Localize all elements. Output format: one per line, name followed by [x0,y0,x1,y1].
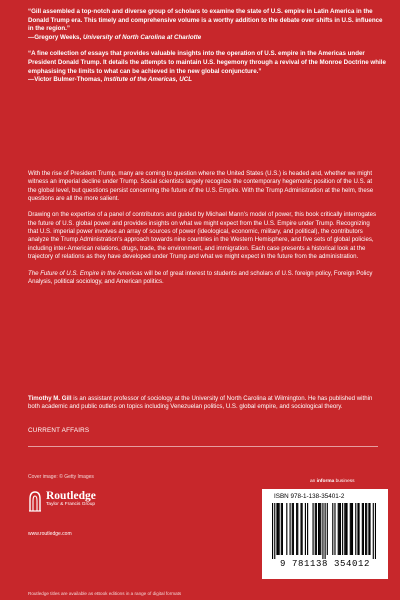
barcode-bar [368,503,369,555]
endorsement-quote [28,50,388,84]
barcode-bar [274,503,275,559]
quote-text: “A fine collection of essays that provides valuable insights into the operation of U.S. empire in the Americas under President Donald Trump. It details the attempts to maintain U.S. hegemony through a revival of the Monroe Doctrine while emphasising the limits to what can be achieved in the new global conjuncture.” [28,50,386,75]
barcode-bar [345,503,346,555]
publisher-group: Taylor & Francis Group [46,502,96,507]
barcode-bar [290,503,291,555]
isbn-barcode-box [262,489,388,579]
barcode-bar [277,503,278,555]
author-name: Timothy M. Gill [28,395,72,402]
barcode-bar [300,503,301,555]
barcode-bar [346,503,347,555]
barcode-icon [272,503,376,559]
barcode-bar [355,503,356,555]
barcode-bar [362,503,363,555]
barcode-bar [292,503,293,555]
barcode-bar [357,503,358,555]
author-bio [28,395,378,412]
blurb-paragraph [28,270,378,287]
blurb-paragraph: Drawing on the expertise of a panel of contributors and guided by Michael Mann’s model of power, this book critically interrogates the future of U.S. global power and provides insights on what we might expect from the U.S. Empire under Trump. Recognizing that U.S. imperial power involves an array of sources of power (ideological, economic, military, and political), the contributors analyze the Trump Administration’s approach towards nine countries in the Western Hemisphere, and five sets of global policies, including inter-American relations, drugs, trade, the environment, and immigration. Each case presents a historical look at the trajectory of relations as they have developed under Trump and what we might expect in the future from the administration. [28,211,377,260]
informa-prefix: an [310,479,317,484]
barcode-bar [315,503,316,555]
barcode-bar [352,503,353,555]
attribution-affiliation: University of North Carolina at Charlotte [82,33,202,41]
barcode-bar [322,503,323,559]
blurb [28,170,378,294]
barcode-bar [307,503,308,555]
quote-attribution [28,76,388,85]
author-description: is an assistant professor of sociology at the University of North Carolina at Wilmington. He has published within both academic and public outlets on topics including Venezuelan politics, U.S. global empire, and sociological theory. [28,395,373,411]
barcode-bar [293,503,294,555]
barcode-bar [373,503,374,559]
attribution-name: —Victor Bulmer-Thomas, [28,76,103,84]
barcode-bar [342,503,343,555]
routledge-logo-icon [28,490,42,512]
barcode-bar [363,503,364,555]
barcode-digits: 9 781138 354012 [279,559,370,569]
barcode-bar [272,503,273,559]
barcode-bar [365,503,366,555]
endorsement-quote [28,8,388,42]
barcode-bar [302,503,303,555]
blurb-paragraph: With the rise of President Trump, many are coming to question where the United States (U.S.) is headed and, whether we might witness an imperial decline under Trump. Social scientists largely recognize the contemporary hegemonic position of the U.S. at the global level, but questions persist concerning the future of the U.S. Empire. With the Trump Administration at the helm, these questions are all the more salient. [28,170,374,202]
barcode-bar [305,503,306,555]
publisher-name: Routledge [46,490,96,502]
barcode-bar [350,503,351,555]
divider [28,446,378,447]
barcode-bar [344,503,345,555]
informa-brand: informa [316,479,335,484]
barcode-bar [375,503,376,559]
barcode-bar [281,503,282,555]
barcode-bar [282,503,283,555]
quote-attribution [28,34,388,43]
barcode-bar [358,503,359,555]
publisher-logo [28,490,168,520]
barcode-bar [327,503,328,555]
book-title: The Future of U.S. Empire in the Americas [28,269,143,277]
endorsements [28,8,388,93]
informa-tagline [310,479,355,484]
barcode-bar [325,503,326,559]
barcode-bar [296,503,297,555]
barcode-bar [318,503,319,555]
quote-text: “Gill assembled a top-notch and diverse group of scholars to examine the state of U.S. empire in Latin America in the Donald Trump era. This timely and comprehensive volume is a worthy addition to the debate over shifts in U.S. influence in the region.” [28,8,383,33]
barcode-bar [369,503,370,555]
barcode-bar [332,503,333,555]
barcode-bar [319,503,320,555]
attribution-name: —Gregory Weeks, [28,33,82,41]
ebook-note: Routledge titles are available as eBook editions in a range of digital formats [28,591,182,596]
attribution-affiliation: Institute of the Americas, UCL [103,76,193,84]
barcode-bar [297,503,298,555]
barcode-bar [286,503,287,555]
subject-category: CURRENT AFFAIRS [28,427,90,434]
blurb-audience: will be of great interest to students and scholars of U.S. foreign policy, Foreign Policy Analysis, political sociology, and American politics. [28,269,373,285]
barcode-bar [313,503,314,555]
isbn-label: ISBN 978-1-138-35401-2 [274,493,345,500]
barcode-bar [334,503,335,555]
barcode-bar [316,503,317,555]
barcode-bar [340,503,341,555]
barcode-bar [276,503,277,555]
barcode-bar [320,503,321,555]
barcode-bar [366,503,367,555]
cover-credit: Cover image: © Getty Images [28,474,94,480]
informa-suffix: business [334,479,355,484]
publisher-website: www.routledge.com [28,531,72,537]
barcode-bar [279,503,280,555]
barcode-bar [351,503,352,555]
barcode-bar [339,503,340,555]
barcode-bar [338,503,339,555]
